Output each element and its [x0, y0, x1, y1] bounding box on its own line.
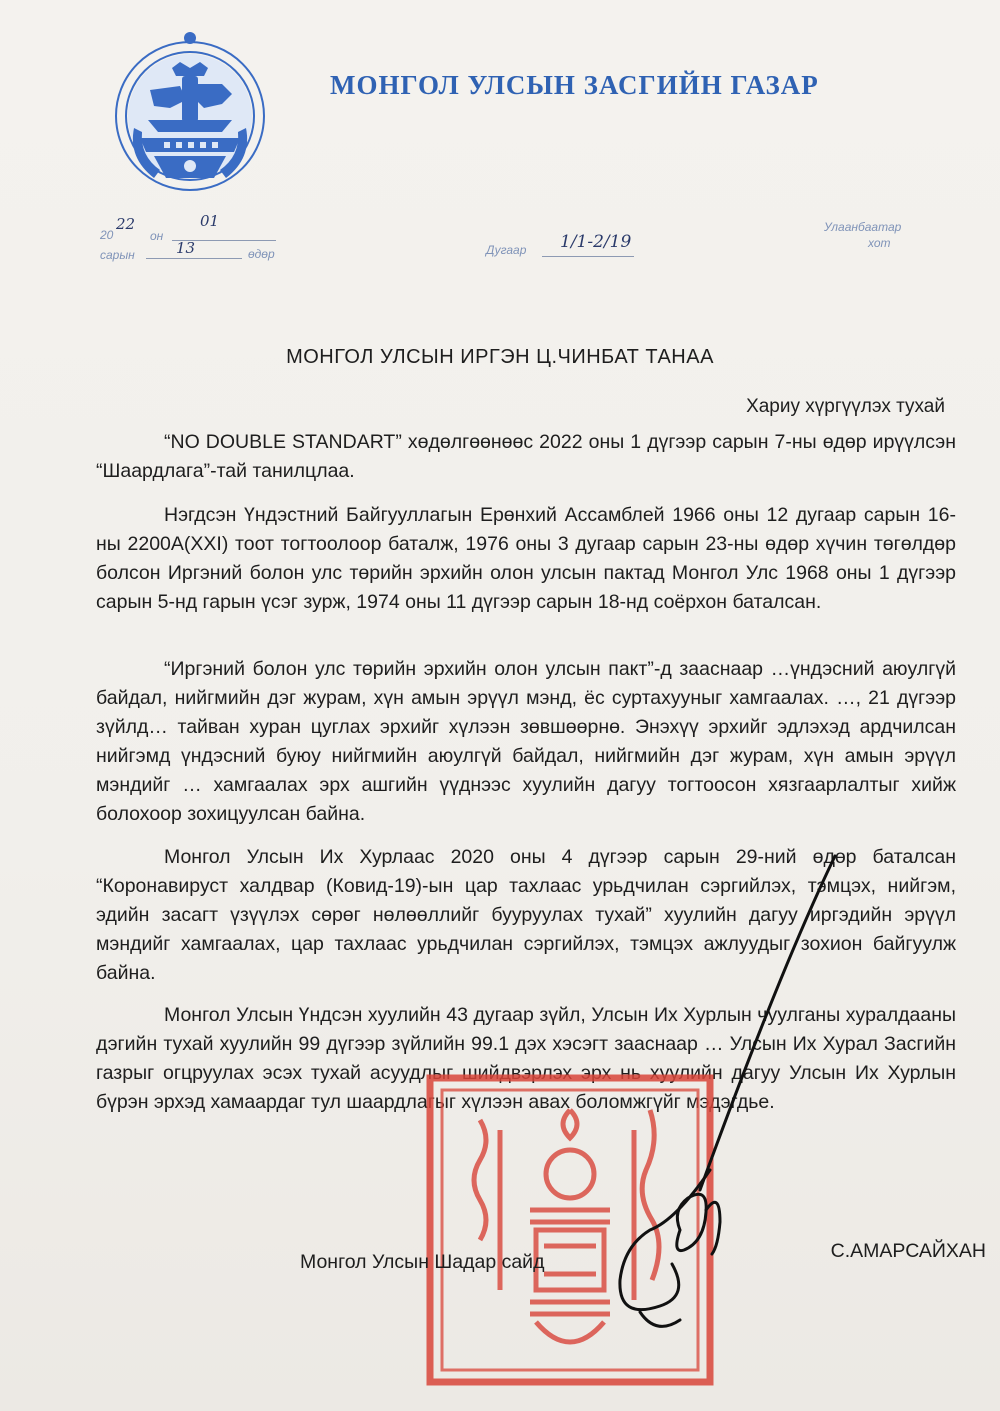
date-year-prefix: 20	[100, 228, 114, 242]
paragraph-1: “NO DOUBLE STANDART” хөдөлгөөнөөс 2022 оны 1 дүгээр сарын 7-ны өдөр ирүүлсэн “Шаардлага”-тай танилцлаа.	[96, 431, 956, 482]
signatory-title: Монгол Улсын Шадар сайд	[300, 1251, 545, 1273]
paragraph-4: Монгол Улсын Их Хурлаас 2020 оны 4 дүгээр сарын 29-ний өдөр баталсан “Коронавируст халдвар (Ковид-19)-ын цар тахлаас урьдчилан сэргийлэх, тэмцэх, нийгэм, эдийн засагт үзүүлэх сөрөг нөлөөллийг бууруулах тухай” хуулийн дагуу иргэдийн эрүүл мэндийг хамгаалах, цар тахлаас урьдчилан сэргийлэх, тэмцэх ажлуудыг зохион байгуулж байна.	[96, 846, 956, 984]
date-month-label: сарын	[100, 248, 135, 262]
date-year-value: 22	[116, 215, 136, 233]
city-label: Улаанбаатар	[824, 220, 902, 234]
doc-number-value: 1/1-2/19	[560, 232, 632, 252]
date-year-suffix: он	[150, 229, 164, 243]
doc-number-label: Дугаар	[486, 243, 527, 257]
doc-number-line	[542, 256, 634, 257]
date-month-value: 01	[200, 212, 220, 230]
letter-subject: Хариу хүргүүлэх тухай	[746, 396, 945, 417]
city-suffix: хот	[868, 236, 891, 250]
paragraph-2: Нэгдсэн Үндэстний Байгууллагын Ерөнхий Ассамблей 1966 оны 12 дугаар сарын 16-ны 2200А(XXI) тоот тогтоолоор баталж, 1976 оны 3 дугаар сарын 23-ны өдөр хүчин төгөлдөр болсон Иргэний болон улс төрийн эрхийн олон улсын пактад Монгол Улс 1968 оны 1 дүгээр сарын 5-нд гарын үсэг зурж, 1974 оны 11 дүгээр сарын 18-нд соёрхон баталсан.	[96, 504, 956, 613]
state-emblem-icon	[110, 28, 270, 198]
handwritten-signature	[580, 850, 880, 1350]
paragraph-5: Монгол Улсын Үндсэн хуулийн 43 дугаар зүйл, Улсын Их Хурлын чуулганы хуралдааны дэгийн тухай хуулийн 99 дүгээр зүйлийн 99.1 дэх хэсэгт зааснаар … Улсын Их Хурал Засгийн газрыг огцруулах эсэх тухай асуудлыг шийдвэрлэх эрх нь хуулийн дагуу Улсын Их Хурлын бүрэн эрхэд хамаардаг тул шаардлагыг хүлээн авах боломжгүйг мэдэгдье.	[96, 1004, 956, 1113]
date-day-value: 13	[176, 239, 196, 257]
government-title: МОНГОЛ УЛСЫН ЗАСГИЙН ГАЗАР	[330, 70, 819, 100]
signatory-name: С.АМАРСАЙХАН	[830, 1240, 986, 1262]
recipient-heading: МОНГОЛ УЛСЫН ИРГЭН Ц.ЧИНБАТ ТАНАА	[286, 346, 714, 368]
paragraph-3: “Иргэний болон улс төрийн эрхийн олон улсын пакт”-д зааснаар …үндэсний аюулгүй байдал, нийгмийн дэг журам, хүн амын эрүүл мэнд, ёс суртахууныг хамгаалах. …, 21 дүгээр зүйлд… тайван хуран цуглах эрхийг хүлээн зөвшөөрнө. Энэхүү эрхийг эдлэхэд ардчилсан нийгэмд үндэсний буюу нийгмийн аюулгүй байдал, нийгмийн дэг журам, хүн амын эрүүл мэндийг … хамгаалах эрх ашгийн үүднээс хуулийн дагуу тогтоосон хязгаарлалтыг хийж болохоор зохицуулсан байна.	[96, 658, 956, 825]
date-day-line	[146, 258, 242, 259]
date-day-label: өдөр	[248, 247, 275, 261]
